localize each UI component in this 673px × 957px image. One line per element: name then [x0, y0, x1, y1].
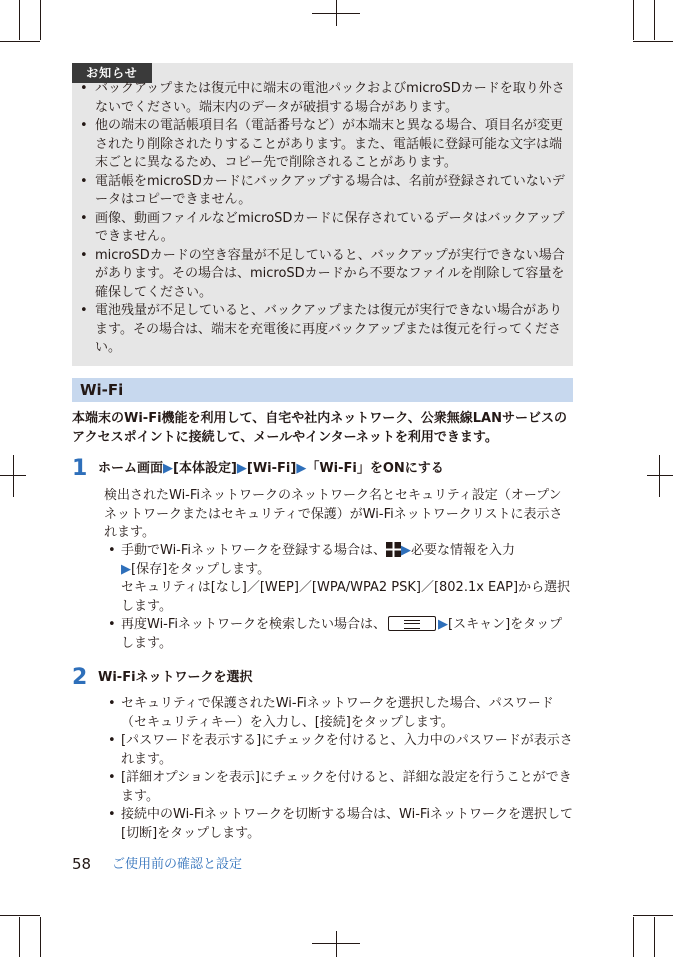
- step-1-title-part: [本体設定]: [173, 461, 237, 476]
- note-item: • バックアップまたは復元中に端末の電池パックおよびmicroSDカードを取り外さないでください。端末内のデータが破損する場合があります。: [80, 80, 568, 117]
- note-item: • 電話帳をmicroSDカードにバックアップする場合は、名前が登録されていないデータはコピーできません。: [80, 173, 568, 210]
- apps-key-icon: [386, 542, 401, 557]
- step-1-note: [108, 616, 574, 653]
- step-1-notes: [108, 542, 574, 653]
- step-1-title-part: 「Wi-Fi」をONにする: [306, 461, 444, 476]
- step-1-title: [98, 459, 444, 479]
- note-text: [保存]をタップします。: [131, 561, 271, 577]
- section-header-bar: [72, 378, 573, 402]
- section-title: Wi-Fi: [80, 381, 124, 399]
- triangle-right-icon: ▶: [163, 461, 174, 476]
- note-text: 手動でWi-Fiネットワークを登録する場合は、: [121, 543, 387, 558]
- step-2-note: • 接続中のWi-Fiネットワークを切断する場合は、Wi-Fiネットワークを選択して[切断]をタップします。: [108, 806, 574, 843]
- step-1-body: 検出されたWi-Fiネットワークのネットワーク名とセキュリティ設定（オープンネットワークまたはセキュリティで保護）がWi-Fiネットワークリストに表示されます。: [104, 488, 563, 540]
- note-item: • 他の端末の電話帳項目名（電話番号など）が本端末と異なる場合、項目名が変更されたり削除されたりすることがあります。また、電話帳に登録可能な文字は端末ごとに異なるため、コピー先で削除されることがあります。: [80, 117, 568, 173]
- step-2-title: Wi-Fiネットワークを選択: [98, 670, 253, 685]
- note-tag: お知らせ: [72, 63, 152, 83]
- menu-key-icon: [388, 616, 436, 631]
- step-2-note: • セキュリティで保護されたWi-Fiネットワークを選択した場合、パスワード（セキュリティキー）を入力し、[接続]をタップします。: [108, 695, 574, 732]
- step-1-title-part: ホーム画面: [98, 461, 164, 476]
- triangle-right-icon: ▶: [401, 543, 412, 558]
- triangle-right-icon: ▶: [296, 461, 307, 476]
- triangle-right-icon: ▶: [121, 561, 131, 577]
- note-list: [80, 80, 568, 358]
- chapter-title: ご使用前の確認と設定: [112, 857, 243, 872]
- page-number: 58: [72, 855, 92, 873]
- triangle-right-icon: ▶: [236, 461, 247, 476]
- note-item: • 電池残量が不足していると、バックアップまたは復元が実行できない場合があります。その場合は、端末を充電後に再度バックアップまたは復元を行ってください。: [80, 302, 568, 358]
- note-item: • 画像、動画ファイルなどmicroSDカードに保存されているデータはバックアップできません。: [80, 210, 568, 247]
- step-1-note: [108, 542, 574, 616]
- step-2-number: 2: [72, 665, 88, 690]
- note-text: セキュリティは[なし]／[WEP]／[WPA/WPA2 PSK]／[802.1x EAP]から選択します。: [121, 580, 571, 614]
- note-text: 必要な情報を入力: [411, 543, 516, 558]
- note-text: 再度Wi-Fiネットワークを検索したい場合は、: [121, 617, 387, 632]
- step-1-number: 1: [72, 456, 88, 481]
- note-text: [スキャン]をタップします。: [121, 617, 563, 651]
- step-1-title-part: [Wi-Fi]: [246, 461, 297, 476]
- step-2-note: • [詳細オプションを表示]にチェックを付けると、詳細な設定を行うことができます。: [108, 769, 574, 806]
- step-2-note: • [パスワードを表示する]にチェックを付けると、入力中のパスワードが表示されます。: [108, 732, 574, 769]
- step-2-notes: [108, 695, 574, 843]
- triangle-right-icon: ▶: [438, 617, 449, 632]
- section-intro: 本端末のWi-Fi機能を利用して、自宅や社内ネットワーク、公衆無線LANサービスのアクセスポイントに接続して、メールやインターネットを利用できます。: [72, 411, 567, 445]
- note-item: • microSDカードの空き容量が不足していると、バックアップが実行できない場合があります。その場合は、microSDカードから不要なファイルを削除して容量を確保してください。: [80, 247, 568, 303]
